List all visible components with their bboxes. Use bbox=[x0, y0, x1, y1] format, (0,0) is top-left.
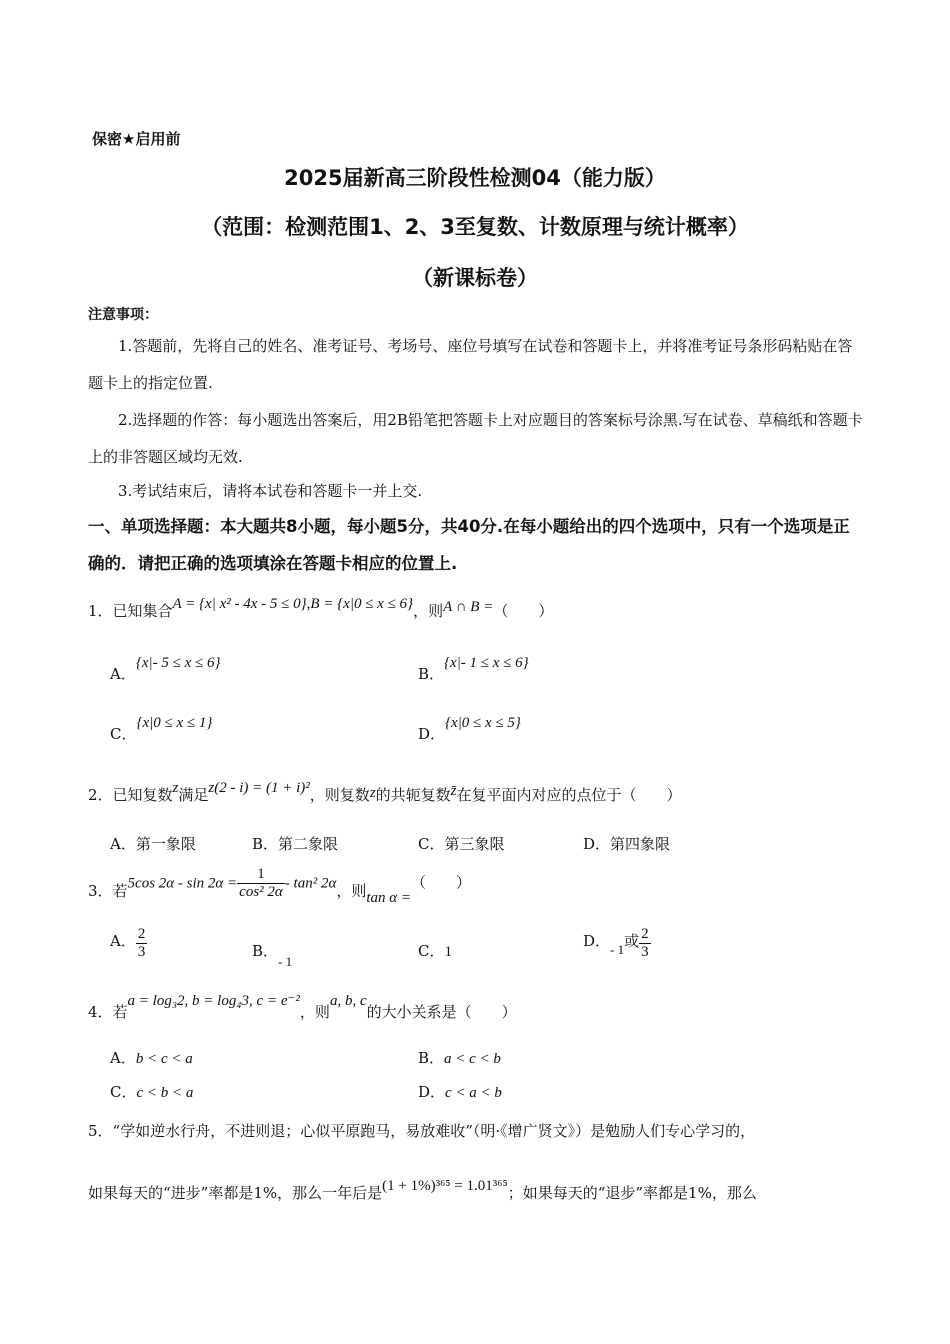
q4-option-b-text: a < c < b bbox=[444, 1051, 501, 1067]
q1-option-b-text: {x|- 1 ≤ x ≤ 6} bbox=[444, 655, 529, 671]
q1-option-d-label: D． bbox=[418, 725, 446, 743]
q2-tail-3: 在复平面内对应的点位于（ ） bbox=[456, 786, 682, 804]
q5-growth-expr: (1 + 1%)³⁶⁵ = 1.01³⁶⁵ bbox=[382, 1178, 508, 1194]
q3-option-d-or: 或 bbox=[624, 931, 640, 950]
q3-option-d-den: 3 bbox=[641, 944, 649, 960]
q2-option-d-text: 第四象限 bbox=[610, 835, 671, 853]
q3-option-d[interactable] bbox=[583, 926, 651, 961]
q3-option-a-fraction bbox=[136, 926, 148, 961]
q2-option-a[interactable] bbox=[110, 833, 196, 854]
q1-sep: , bbox=[306, 596, 311, 612]
q3-option-d-label: D． bbox=[583, 931, 611, 950]
q5-line-2 bbox=[88, 1178, 866, 1203]
q4-option-a-text: b < c < a bbox=[135, 1051, 193, 1067]
q3-option-c[interactable] bbox=[418, 940, 452, 961]
q2-z-2: z bbox=[369, 785, 376, 801]
confidential-label: 保密★启用前 bbox=[92, 130, 181, 148]
q2-option-b[interactable] bbox=[252, 833, 338, 854]
q4-option-d-text: c < a < b bbox=[445, 1085, 502, 1101]
exam-subtitle: （范围：检测范围1、2、3至复数、计数原理与统计概率） bbox=[201, 215, 749, 239]
q1-option-b[interactable] bbox=[418, 655, 529, 684]
q1-option-a-label: A． bbox=[110, 665, 136, 683]
q3-rhs: - tan² 2α bbox=[284, 875, 337, 892]
q1-option-b-label: B． bbox=[418, 665, 445, 683]
q1-paren: （ ） bbox=[493, 602, 554, 620]
q1-option-d-text: {x|0 ≤ x ≤ 5} bbox=[445, 715, 521, 731]
q2-option-d-label: D． bbox=[583, 835, 611, 853]
q5-line-1: 5．“学如逆水行舟，不进则退；心似平原跑马，易放难收”（明·《增广贤文》）是勉励人们专心学习的， bbox=[88, 1122, 756, 1140]
exam-title: 2025届新高三阶段性检测04（能力版） bbox=[284, 166, 666, 190]
q1-set-b: B = {x|0 ≤ x ≤ 6} bbox=[310, 596, 414, 612]
q2-option-b-text: 第二象限 bbox=[278, 835, 339, 853]
q1-option-a-text: {x|- 5 ≤ x ≤ 6} bbox=[135, 655, 221, 671]
section-1-heading: 一、单项选择题：本大题共8小题，每小题5分，共40分.在每小题给出的四个选项中，只有一个选项是正确的．请把正确的选项填涂在答题卡相应的位置上. bbox=[88, 517, 850, 573]
question-1 bbox=[88, 596, 554, 621]
q3-stem: 3．若 bbox=[88, 881, 128, 900]
q4-tail-2: 的大小关系是（ ） bbox=[366, 1003, 517, 1021]
q4-expr: a = log₃2, b = log₄3, c = e⁻² bbox=[127, 993, 300, 1009]
q3-option-d-num: 2 bbox=[641, 926, 649, 942]
q2-option-d[interactable] bbox=[583, 833, 670, 854]
q4-option-a-label: A． bbox=[110, 1049, 136, 1067]
q4-stem: 4．若 bbox=[88, 1003, 128, 1021]
q3-option-c-label: C． bbox=[418, 942, 445, 960]
q1-set-a: A = {x| x² - 4x - 5 ≤ 0} bbox=[172, 596, 307, 612]
q4-tail: ，则 bbox=[299, 1003, 330, 1021]
q3-option-a-den: 3 bbox=[137, 944, 146, 960]
q3-option-a-num: 2 bbox=[137, 926, 146, 942]
notice-heading: 注意事项： bbox=[88, 307, 158, 323]
q1-option-c-label: C． bbox=[110, 725, 137, 743]
q3-paren: （ ） bbox=[411, 873, 472, 892]
q2-z: z bbox=[172, 780, 179, 796]
q3-option-b[interactable] bbox=[252, 940, 293, 969]
q3-frac-den: cos² 2α bbox=[239, 884, 283, 900]
q2-option-b-label: B． bbox=[252, 835, 279, 853]
q3-option-d-fraction bbox=[639, 926, 651, 961]
q2-stem: 2．已知复数 bbox=[88, 786, 173, 804]
q3-frac-num: 1 bbox=[237, 866, 285, 884]
q2-equation: z(2 - i) = (1 + i)² bbox=[208, 780, 310, 796]
notice-item-2: 2.选择题的作答：每小题选出答案后，用2B铅笔把答题卡上对应题目的答案标号涂黑.写在试卷、草稿纸和答题卡上的非答题区域均无效. bbox=[88, 411, 863, 466]
q5-line-2-start: 如果每天的“进步”率都是1%，那么一年后是 bbox=[88, 1184, 383, 1202]
q3-option-c-text: 1 bbox=[444, 944, 452, 960]
q2-option-c[interactable] bbox=[418, 833, 505, 854]
q4-option-d-label: D． bbox=[418, 1083, 446, 1101]
q3-option-a[interactable] bbox=[110, 926, 147, 961]
q2-zbar: z̄ bbox=[450, 783, 457, 799]
q1-tail: ，则 bbox=[413, 602, 444, 620]
q5-line-2-end: ；如果每天的“退步”率都是1%，那么 bbox=[507, 1184, 757, 1202]
q3-option-b-label: B． bbox=[252, 942, 279, 960]
q1-expr: A ∩ B = bbox=[443, 599, 494, 615]
q3-option-a-label: A． bbox=[110, 931, 136, 950]
q2-mid: 满足 bbox=[178, 786, 209, 804]
notice-item-1: 1.答题前，先将自己的姓名、准考证号、考场号、座位号填写在试卷和答题卡上，并将准考证号条形码粘贴在答题卡上的指定位置. bbox=[88, 337, 853, 392]
q1-option-c[interactable] bbox=[110, 715, 213, 744]
q3-tail: ，则 bbox=[336, 881, 367, 900]
q2-option-c-label: C． bbox=[418, 835, 445, 853]
q2-option-c-text: 第三象限 bbox=[444, 835, 505, 853]
q1-stem: 1．已知集合 bbox=[88, 602, 173, 620]
q2-option-a-label: A． bbox=[110, 835, 136, 853]
question-3 bbox=[88, 866, 472, 906]
q2-tail-2: 的共轭复数 bbox=[375, 786, 451, 804]
q4-option-b[interactable] bbox=[418, 1047, 501, 1068]
q2-option-a-text: 第一象限 bbox=[135, 835, 196, 853]
exam-subtitle-2: （新课标卷） bbox=[412, 266, 538, 290]
q3-option-b-text: - 1 bbox=[278, 954, 293, 969]
q1-option-d[interactable] bbox=[418, 715, 521, 744]
notice-item-3: 3.考试结束后，请将本试卷和答题卡一并上交. bbox=[118, 482, 423, 500]
q1-option-a[interactable] bbox=[110, 655, 221, 684]
q4-option-c-label: C． bbox=[110, 1083, 137, 1101]
question-2 bbox=[88, 780, 682, 805]
q3-fraction bbox=[237, 866, 285, 901]
question-4 bbox=[88, 993, 517, 1022]
q4-option-c-text: c < b < a bbox=[136, 1085, 194, 1101]
q4-vars: a, b, c bbox=[329, 993, 367, 1009]
q4-option-a[interactable] bbox=[110, 1047, 193, 1068]
q4-option-c[interactable] bbox=[110, 1081, 193, 1102]
q4-option-b-label: B． bbox=[418, 1049, 445, 1067]
q3-expr: tan α = bbox=[366, 889, 412, 906]
q2-tail-1: ，则复数 bbox=[309, 786, 370, 804]
q4-option-d[interactable] bbox=[418, 1081, 502, 1102]
q3-option-d-text: - 1 bbox=[610, 941, 625, 957]
q3-lhs: 5cos 2α - sin 2α = bbox=[127, 875, 238, 892]
q1-option-c-text: {x|0 ≤ x ≤ 1} bbox=[136, 715, 213, 731]
